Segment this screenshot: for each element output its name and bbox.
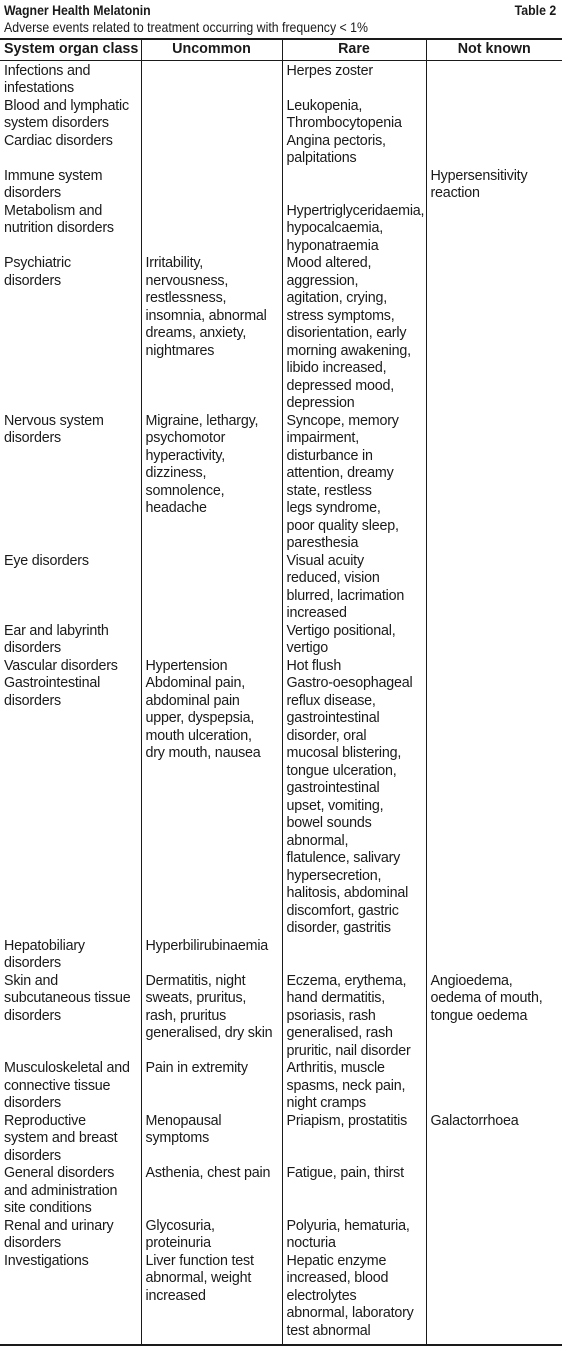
cell-system-organ-class: Renal and urinary disorders	[4, 1217, 114, 1251]
cell-not-known	[426, 203, 562, 256]
table-body	[0, 60, 562, 1345]
cell-rare: Gastro-oesophageal reflux disease, gastrointestinal disorder, oral mucosal blistering, tongue ulceration, gastrointestinal upset, vomiting, bowel sounds abnormal, flatulence, salivary hypersecretion, halitosis, abdominal discomfort, gastric disorder, gastritis	[282, 675, 426, 938]
cell-not-known	[426, 623, 562, 658]
table-row	[0, 413, 562, 553]
cell-uncommon: Pain in extremity	[141, 1060, 282, 1113]
cell-rare: Vertigo positional, vertigo	[282, 623, 426, 658]
cell-uncommon	[141, 98, 282, 133]
table-row	[0, 168, 562, 203]
table-row	[0, 658, 562, 676]
table-row	[0, 1253, 562, 1346]
cell-not-known	[426, 658, 562, 676]
table-row	[0, 1113, 562, 1166]
cell-not-known	[426, 675, 562, 938]
table-subtitle: Adverse events related to treatment occurring with frequency < 1%	[4, 19, 368, 35]
cell-rare	[282, 168, 426, 203]
table-row	[0, 1165, 562, 1218]
table-row	[0, 98, 562, 133]
table-row	[0, 133, 562, 168]
column-header-row	[0, 39, 562, 60]
cell-not-known	[426, 413, 562, 553]
cell-uncommon	[141, 168, 282, 203]
cell-system-organ-class: Cardiac disorders	[4, 132, 113, 149]
cell-system-organ-class: Blood and lymphatic system disorders	[4, 97, 129, 131]
table-row	[0, 1060, 562, 1113]
cell-rare	[282, 938, 426, 973]
cell-uncommon	[141, 133, 282, 168]
cell-system-organ-class: Hepatobiliary disorders	[4, 937, 85, 971]
cell-system-organ-class: Psychiatric disorders	[4, 255, 71, 289]
cell-system-organ-class: Infections and infestations	[4, 62, 91, 96]
cell-not-known	[426, 133, 562, 168]
table-row	[0, 973, 562, 1061]
cell-system-organ-class: Metabolism and nutrition disorders	[4, 202, 114, 236]
cell-rare: Hepatic enzyme increased, blood electrolytes abnormal, laboratory test abnormal	[282, 1253, 426, 1346]
adverse-events-table	[0, 38, 562, 1346]
column-header-uncommon: Uncommon	[141, 39, 282, 60]
cell-system-organ-class: Investigations	[4, 1252, 89, 1269]
cell-uncommon	[141, 553, 282, 623]
cell-uncommon	[141, 203, 282, 256]
cell-uncommon: Dermatitis, night sweats, pruritus, rash, pruritus generalised, dry skin	[141, 973, 282, 1061]
cell-rare: Eczema, erythema, hand dermatitis, psoriasis, rash generalised, rash pruritic, nail disorder	[282, 973, 426, 1061]
cell-rare: Hot flush	[282, 658, 426, 676]
cell-not-known	[426, 60, 562, 98]
cell-rare: Syncope, memory impairment, disturbance in attention, dreamy state, restless legs syndrome, poor quality sleep, paresthesia	[282, 413, 426, 553]
cell-rare: Polyuria, hematuria, nocturia	[282, 1218, 426, 1253]
column-header-not-known: Not known	[426, 39, 562, 60]
cell-not-known	[426, 1253, 562, 1346]
table-row	[0, 553, 562, 623]
cell-system-organ-class: Gastrointestinal disorders	[4, 675, 101, 709]
cell-rare: Arthritis, muscle spasms, neck pain, night cramps	[282, 1060, 426, 1113]
cell-uncommon	[141, 623, 282, 658]
column-header-system-organ-class: System organ class	[4, 41, 139, 57]
cell-system-organ-class: General disorders and administration site conditions	[4, 1165, 118, 1216]
table-row	[0, 255, 562, 413]
cell-system-organ-class: Ear and labyrinth disorders	[4, 622, 109, 656]
cell-uncommon: Menopausal symptoms	[141, 1113, 282, 1166]
cell-system-organ-class: Vascular disorders	[4, 657, 118, 674]
cell-rare: Hypertriglyceridaemia, hypocalcaemia, hyponatraemia	[282, 203, 426, 256]
cell-uncommon: Migraine, lethargy, psychomotor hyperactivity, dizziness, somnolence, headache	[141, 413, 282, 553]
cell-uncommon: Glycosuria, proteinuria	[141, 1218, 282, 1253]
table-row	[0, 60, 562, 98]
cell-rare: Visual acuity reduced, vision blurred, lacrimation increased	[282, 553, 426, 623]
cell-system-organ-class: Eye disorders	[4, 552, 89, 569]
cell-rare: Herpes zoster	[282, 60, 426, 98]
cell-uncommon: Asthenia, chest pain	[141, 1165, 282, 1218]
cell-not-known	[426, 1218, 562, 1253]
table-number: Table 2	[514, 2, 556, 18]
cell-not-known: Angioedema, oedema of mouth, tongue oedema	[426, 973, 562, 1061]
cell-uncommon: Hyperbilirubinaemia	[141, 938, 282, 973]
cell-not-known: Hypersensitivity reaction	[426, 168, 562, 203]
cell-not-known	[426, 1165, 562, 1218]
cell-rare: Priapism, prostatitis	[282, 1113, 426, 1166]
column-header-rare: Rare	[282, 39, 426, 60]
table-row	[0, 623, 562, 658]
table-header	[0, 0, 562, 38]
cell-not-known	[426, 1060, 562, 1113]
cell-not-known	[426, 938, 562, 973]
cell-rare: Leukopenia, Thrombocytopenia	[282, 98, 426, 133]
cell-not-known	[426, 98, 562, 133]
cell-system-organ-class: Immune system disorders	[4, 167, 103, 201]
cell-system-organ-class: Reproductive system and breast disorders	[4, 1112, 118, 1164]
table-row	[0, 675, 562, 938]
cell-not-known	[426, 255, 562, 413]
cell-system-organ-class: Skin and subcutaneous tissue disorders	[4, 972, 131, 1024]
table-row	[0, 1218, 562, 1253]
cell-system-organ-class: Nervous system disorders	[4, 412, 104, 446]
table-row	[0, 938, 562, 973]
cell-not-known	[426, 553, 562, 623]
cell-system-organ-class: Musculoskeletal and connective tissue disorders	[4, 1060, 130, 1111]
cell-uncommon: Abdominal pain, abdominal pain upper, dyspepsia, mouth ulceration, dry mouth, nausea	[141, 675, 282, 938]
cell-rare: Angina pectoris, palpitations	[282, 133, 426, 168]
cell-uncommon: Liver function test abnormal, weight increased	[141, 1253, 282, 1346]
cell-not-known: Galactorrhoea	[426, 1113, 562, 1166]
cell-rare: Mood altered, aggression, agitation, crying, stress symptoms, disorientation, early morning awakening, libido increased, depressed mood, depression	[282, 255, 426, 413]
table-row	[0, 203, 562, 256]
document-title: Wagner Health Melatonin	[4, 2, 151, 18]
cell-uncommon: Irritability, nervousness, restlessness, insomnia, abnormal dreams, anxiety, nightmares	[141, 255, 282, 413]
cell-rare: Fatigue, pain, thirst	[282, 1165, 426, 1218]
cell-uncommon: Hypertension	[141, 658, 282, 676]
cell-uncommon	[141, 60, 282, 98]
